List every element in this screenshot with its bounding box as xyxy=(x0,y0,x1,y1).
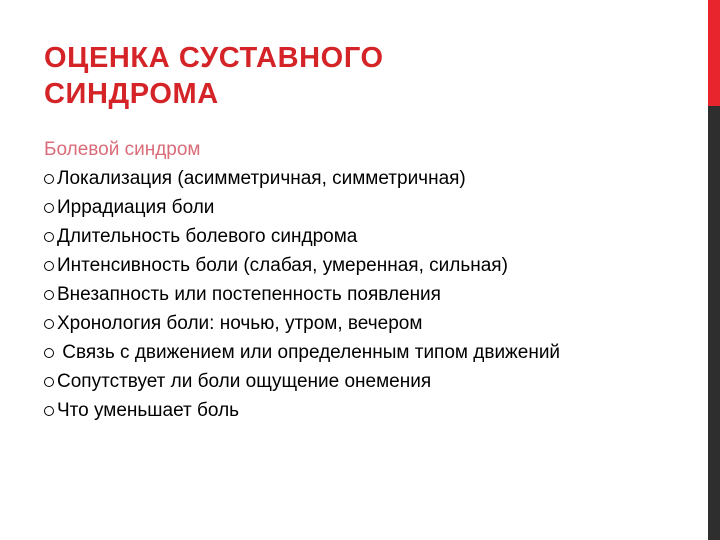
list-item xyxy=(44,281,684,310)
list-item-text: Сопутствует ли боли ощущение онемения xyxy=(57,371,432,392)
circle-bullet-icon xyxy=(44,319,54,329)
list-item-text: Локализация (асимметричная, симметричная) xyxy=(57,168,466,189)
list-item xyxy=(44,223,684,252)
circle-bullet-icon xyxy=(44,261,54,271)
list-item-text: Хронология боли: ночью, утром, вечером xyxy=(57,313,423,334)
list-item-text: Интенсивность боли (слабая, умеренная, сильная) xyxy=(57,255,508,276)
list-item xyxy=(44,194,684,223)
list-item-text: Что уменьшает боль xyxy=(57,400,240,421)
list-item xyxy=(44,310,684,339)
list-item xyxy=(44,252,684,281)
list-item-text: Внезапность или постепенность появления xyxy=(57,284,441,305)
slide-content xyxy=(44,137,684,426)
slide-title-line-1: ОЦЕНКА СУСТАВНОГО xyxy=(44,42,384,74)
list-item xyxy=(44,368,684,397)
circle-bullet-icon xyxy=(44,348,54,358)
bullet-list xyxy=(44,165,684,426)
list-item-text: Длительность болевого синдрома xyxy=(57,226,358,247)
circle-bullet-icon xyxy=(44,406,54,416)
circle-bullet-icon xyxy=(44,232,54,242)
slide-title xyxy=(44,40,664,112)
circle-bullet-icon xyxy=(44,377,54,387)
list-item xyxy=(44,339,684,368)
accent-bar-bottom xyxy=(708,106,720,540)
circle-bullet-icon xyxy=(44,290,54,300)
accent-bar-top xyxy=(708,0,720,106)
circle-bullet-icon xyxy=(44,174,54,184)
list-item xyxy=(44,397,684,426)
list-item-text: Иррадиация боли xyxy=(57,197,215,218)
list-item xyxy=(44,165,684,194)
circle-bullet-icon xyxy=(44,203,54,213)
section-subtitle: Болевой синдром xyxy=(44,139,201,160)
slide-title-line-2: СИНДРОМА xyxy=(44,78,219,110)
list-item-text: Связь с движением или определенным типом движений xyxy=(62,342,561,363)
